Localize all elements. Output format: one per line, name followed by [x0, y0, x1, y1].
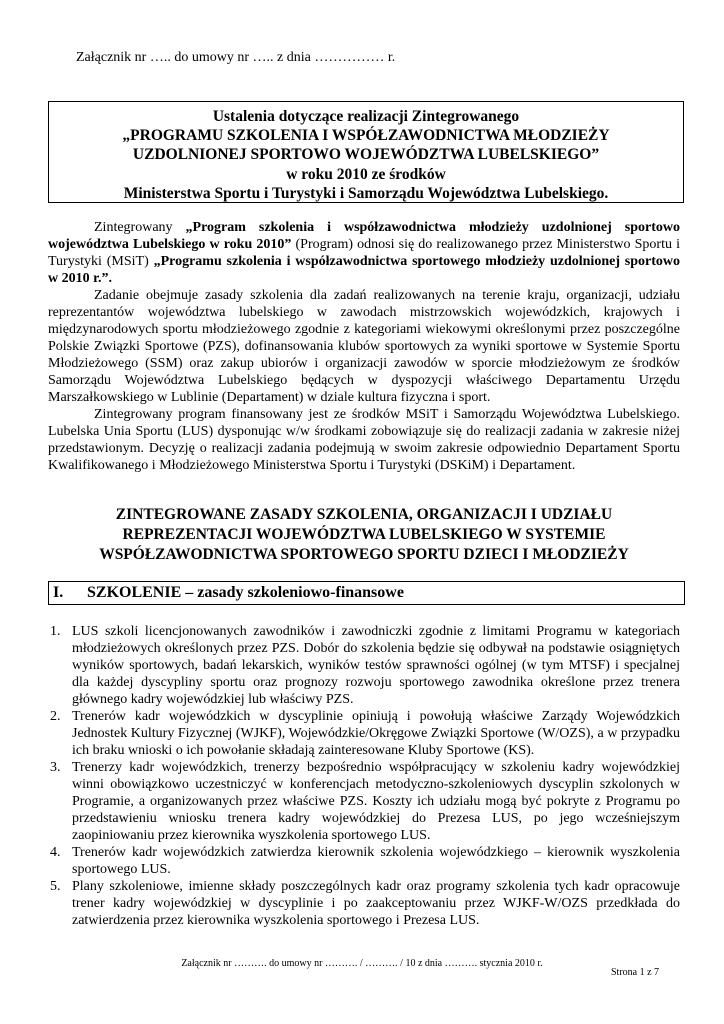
item-text: LUS szkoli licencjonowanych zawodników i zawodniczki zgodnie z limitami Programu w kategoriach młodzieżowych określonych przez PZS. Dobór do szkolenia będzie się odbywał na podstawie osiągniętych wyników sportowych, badań lekarskich, wyników testów sprawności ogólnej (w tym MTSF) i specjalnej dla każdej dyscypliny sportu oraz prognozy rozwoju sportowego zawodnika określone przez trenera głównego kadry wojewódzkiej lub właściwy PZS.: [72, 624, 680, 707]
section-number: I.: [53, 584, 64, 601]
item-number: 4.: [50, 845, 61, 860]
list-item: [48, 708, 680, 759]
page-number: Strona 1 z 7: [611, 967, 660, 978]
title-line: Ministerstwa Sportu i Turystyki i Samorządu Województwa Lubelskiego.: [123, 184, 609, 202]
list-item: [48, 844, 680, 878]
rules-list: [48, 623, 680, 929]
list-item: [48, 759, 680, 844]
intro-paragraph-2: Zadanie obejmuje zasady szkolenia dla zadań realizowanych na terenie kraju, organizacji, udziału reprezentantów województwa lubelskiego w zawodach mistrzowskich wojewódzkich, krajowych i międzynarodowych sportu młodzieżowego zgodnie z kategoriami wiekowymi określonymi przez poszczególne Polskie Związki Sportowe (PZS), dofinansowania klubów sportowych za wyniki sportowe w Systemie Sportu Młodzieżowego (SSM) oraz zakup ubiorów i organizacji zawodów w sporcie młodzieżowym ze środków Samorządu Województwa Lubelskiego będących w dyspozycji właściwego Departamentu Urzędu Marszałkowskiego w Lublinie (Departament) w dziale kultura fizyczna i sport.: [48, 288, 680, 405]
intro-paragraph-1: [48, 219, 680, 287]
title-line: Ustalenia dotyczące realizacji Zintegrowanego: [212, 108, 520, 125]
item-text: Trenerów kadr wojewódzkich w dyscyplinie opiniują i powołują właściwe Zarządy Wojewódzkich Jednostek Kultury Fizycznej (WJKF), Wojewódzkie/Okręgowe Związki Sportowe (W/OZS), a w przypadku ich braku wnioski o ich powołanie składają zainteresowane Kluby Sportowe (KS).: [72, 709, 680, 758]
heading-line: ZINTEGROWANE ZASADY SZKOLENIA, ORGANIZACJI I UDZIAŁU: [115, 506, 613, 523]
item-number: 2.: [50, 709, 61, 724]
page-footer: Załącznik nr ………. do umowy nr ………. / ………. / 10 z dnia ………. stycznia 2010 r.: [181, 958, 543, 969]
list-item: [48, 878, 680, 929]
attachment-header: Załącznik nr ….. do umowy nr ….. z dnia …………… r.: [76, 50, 396, 65]
heading-line: WSPÓŁZAWODNICTWA SPORTOWEGO SPORTU DZIECI I MŁODZIEŻY: [99, 546, 629, 563]
item-number: 3.: [50, 760, 61, 775]
intro-paragraph-3: Zintegrowany program finansowany jest ze środków MSiT i Samorządu Województwa Lubelskiego. Lubelska Unia Sportu (LUS) dysponując w/w środkami zobowiązuje się do realizacji zadania w zakresie niżej przedstawionym. Decyzję o realizacji zadania podejmują w swoim zakresie odpowiednio Departament Sportu Kwalifikowanego i Młodzieżowego Ministerstwa Sportu i Turystyki (DSKiM) i Departament.: [48, 407, 680, 473]
intro-text: (Program) odnosi się do realizowanego przez Ministerstwo Sportu i Turystyki (MSiT): [48, 237, 680, 269]
intro-section: [48, 219, 680, 474]
section-title: SZKOLENIE – zasady szkoleniowo-finansowe: [87, 584, 404, 601]
item-number: 5.: [50, 879, 61, 894]
rules-heading: [48, 505, 680, 565]
title-box: [48, 101, 684, 203]
list-item: [48, 623, 680, 708]
item-number: 1.: [50, 624, 61, 639]
title-line: w roku 2010 ze środków: [286, 165, 446, 183]
item-text: Trenerów kadr wojewódzkich zatwierdza kierownik szkolenia wojewódzkiego – kierownik wyszkolenia sportowego LUS.: [72, 845, 680, 877]
item-text: Plany szkoleniowe, imienne składy poszczególnych kadr oraz programy szkolenia tych kadr opracowuje trener kadry wojewódzkiej w dyscyplinie i po zaakceptowaniu przez WJKF-W/OZS przedkłada do zatwierdzenia przez kierownika wyszkolenia sportowego i Prezesa LUS.: [72, 879, 680, 928]
item-text: Trenerzy kadr wojewódzkich, trenerzy bezpośrednio współpracujący w szkoleniu kadry wojewódzkiej winni obowiązkowo uczestniczyć w konferencjach metodyczno-szkoleniowych dyscyplin szkolonych w Programie, a organizowanych przez właściwe PZS. Koszty ich udziału mogą być pokryte z Programu po przedstawieniu wniosku trenera kadry wojewódzkiej do Prezesa LUS, po jego wcześniejszym zaopiniowaniu przez kierownika wyszkolenia sportowego LUS.: [72, 760, 680, 843]
title-line: UZDOLNIONEJ SPORTOWO WOJEWÓDZTWA LUBELSKIEGO”: [132, 146, 600, 164]
title-line: „PROGRAMU SZKOLENIA I WSPÓŁZAWODNICTWA MŁODZIEŻY: [122, 127, 610, 145]
intro-text: Zintegrowany: [94, 220, 186, 235]
program-name: „Program szkolenia i współzawodnictwa młodzieży uzdolnionej sportowo województwa Lubelskiego w roku 2010”: [48, 220, 680, 252]
section-heading-box: [48, 581, 685, 605]
heading-line: REPREZENTACJI WOJEWÓDZTWA LUBELSKIEGO W SYSTEMIE: [122, 526, 606, 543]
ministry-program-name: „Programu szkolenia i współzawodnictwa sportowego młodzieży uzdolnionej sportowo w 2010 r.”.: [48, 254, 681, 286]
